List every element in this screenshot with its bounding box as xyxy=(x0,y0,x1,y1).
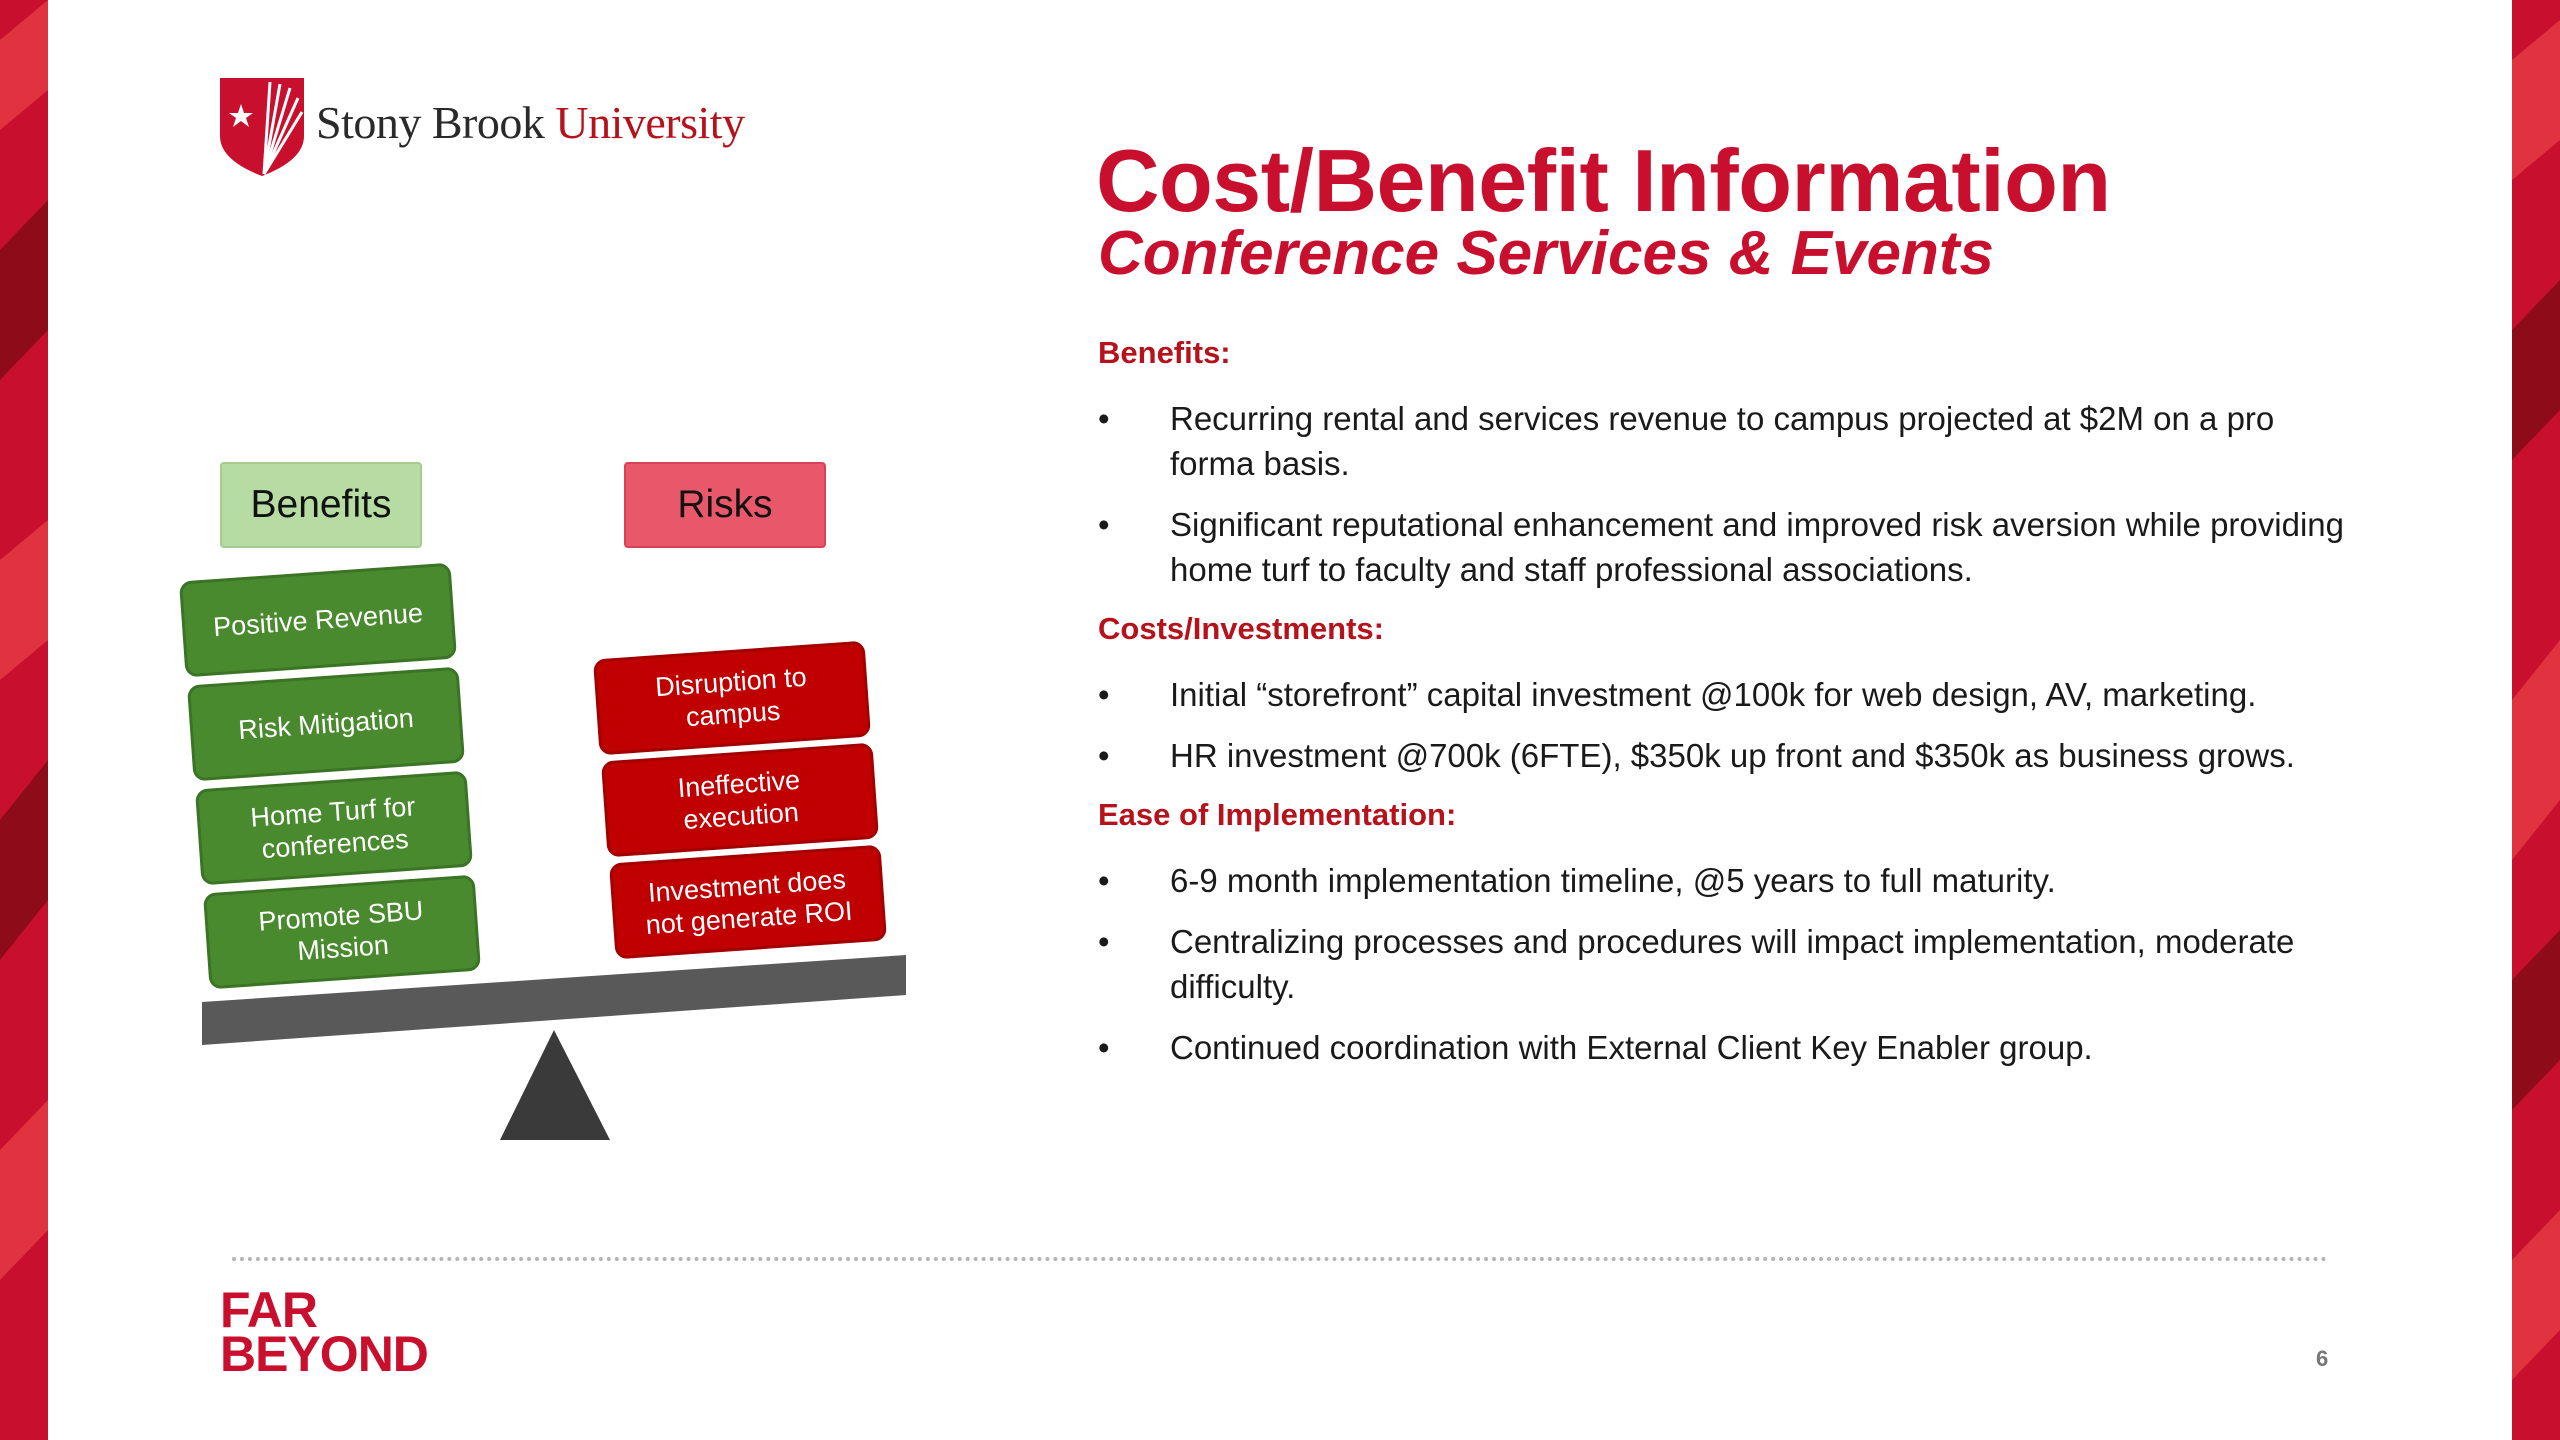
list-item: • Initial “storefront” capital investment @100k for web design, AV, marketing. xyxy=(1098,672,2358,717)
university-wordmark: Stony Brook University xyxy=(316,97,745,148)
bullet-icon: • xyxy=(1098,862,1110,899)
risks-header: Risks xyxy=(624,462,826,548)
costs-list xyxy=(1098,672,2358,778)
bullet-icon: • xyxy=(1098,676,1110,713)
bullet-icon: • xyxy=(1098,737,1110,774)
footer-divider xyxy=(232,1257,2328,1261)
list-item: • 6-9 month implementation timeline, @5 years to full maturity. xyxy=(1098,858,2358,903)
right-edge-decoration xyxy=(2512,0,2560,1440)
slide-title: Cost/Benefit Information xyxy=(1096,131,2111,230)
left-edge-decoration xyxy=(0,0,48,1440)
shield-star-icon xyxy=(220,78,304,176)
balance-scale-diagram xyxy=(170,450,930,1150)
list-item: • Significant reputational enhancement and improved risk aversion while providing home turf to faculty and staff professional associations. xyxy=(1098,502,2358,592)
list-item: • Recurring rental and services revenue to campus projected at $2M on a pro forma basis. xyxy=(1098,396,2358,486)
slide-subtitle: Conference Services & Events xyxy=(1098,219,1994,288)
benefits-list xyxy=(1098,396,2358,592)
benefits-header: Benefits xyxy=(220,462,422,548)
implementation-list xyxy=(1098,858,2358,1070)
implementation-heading: Ease of Implementation: xyxy=(1098,797,1457,832)
bullet-icon: • xyxy=(1098,400,1110,437)
bullet-icon: • xyxy=(1098,923,1110,960)
benefit-block-promote-mission: Promote SBU Mission xyxy=(203,875,481,990)
benefits-heading: Benefits: xyxy=(1098,335,1231,370)
list-item: • HR investment @700k (6FTE), $350k up front and $350k as business grows. xyxy=(1098,733,2358,778)
bullet-icon: • xyxy=(1098,1029,1110,1066)
bullet-icon: • xyxy=(1098,506,1110,543)
list-item: • Centralizing processes and procedures will impact implementation, moderate difficulty. xyxy=(1098,919,2358,1009)
benefit-block-positive-revenue: Positive Revenue xyxy=(179,563,457,678)
risk-block-ineffective-execution: Ineffective execution xyxy=(601,743,879,858)
risk-block-no-roi: Investment does not generate ROI xyxy=(609,845,887,960)
far-beyond-tagline: FAR BEYOND xyxy=(220,1282,428,1382)
list-item: • Continued coordination with External Client Key Enabler group. xyxy=(1098,1025,2358,1070)
university-logo xyxy=(220,78,780,178)
costs-heading: Costs/Investments: xyxy=(1098,611,1384,646)
benefit-block-risk-mitigation: Risk Mitigation xyxy=(187,667,465,782)
benefit-block-home-turf: Home Turf for conferences xyxy=(195,771,473,886)
content-body xyxy=(1098,332,2358,1086)
risk-block-disruption: Disruption to campus xyxy=(593,641,871,756)
page-number: 6 xyxy=(2316,1346,2329,1371)
